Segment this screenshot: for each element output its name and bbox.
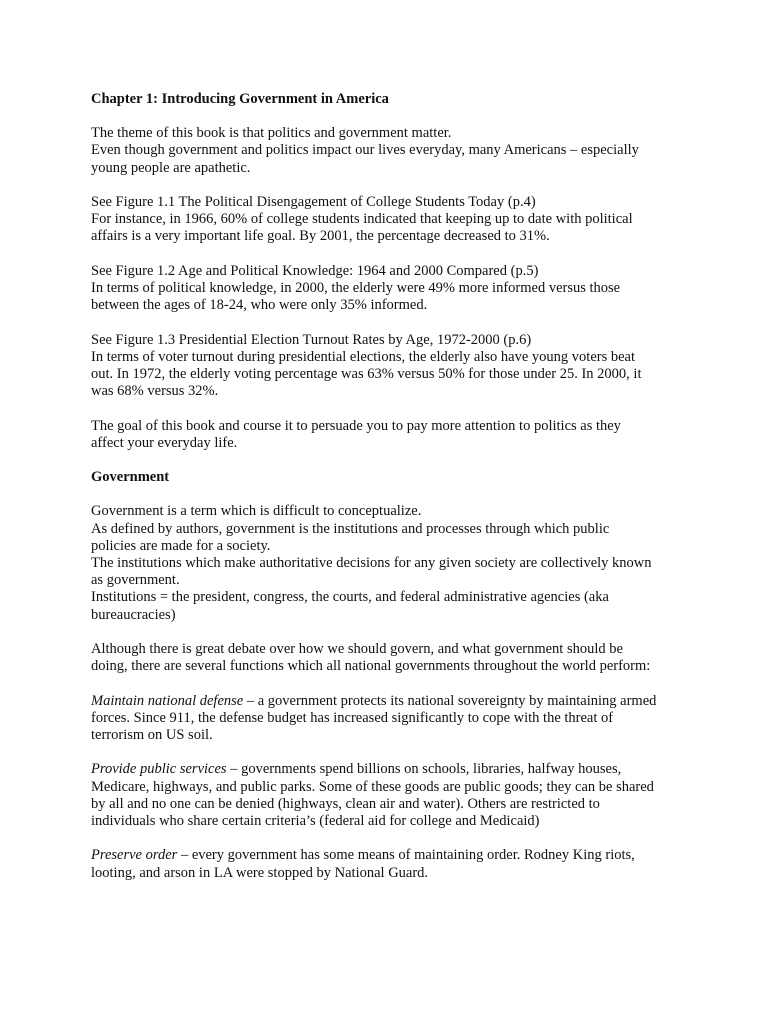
text-line: In terms of voter turnout during presidential elections, the elderly also have young voters beat: [91, 348, 635, 365]
text-fragment: – every government has some means of maintaining order. Rodney King riots,: [177, 847, 635, 864]
text-line: out. In 1972, the elderly voting percentage was 63% versus 50% for those under 25. In 2000, it: [91, 366, 642, 382]
text-line: policies are made for a society.: [91, 537, 271, 554]
text-line: forces. Since 911, the defense budget has increased significantly to cope with the threat of: [91, 709, 614, 726]
chapter-title: Chapter 1: Introducing Government in America: [91, 91, 389, 107]
public-services-paragraph: [91, 761, 671, 830]
text-line: For instance, in 1966, 60% of college students indicated that keeping up to date with political: [91, 211, 633, 228]
figure-reference: See Figure 1.1 The Political Disengagement of College Students Today (p.4): [91, 194, 536, 210]
text-line: by all and no one can be denied (highways, clean air and water). Others are restricted to: [91, 795, 600, 812]
text-line: Institutions = the president, congress, the courts, and federal administrative agencies (aka: [91, 589, 609, 606]
text-fragment: – governments spend billions on schools, libraries, halfway houses,: [226, 761, 622, 778]
figure-1-2-paragraph: [91, 263, 671, 315]
text-line: The institutions which make authoritative decisions for any given society are collectively known: [91, 555, 652, 571]
text-line: The goal of this book and course it to persuade you to pay more attention to politics as they: [91, 417, 621, 434]
text-fragment: – a government protects its national sovereignty by maintaining armed: [243, 692, 657, 709]
order-paragraph: [91, 847, 671, 881]
text-line: Medicare, highways, and public parks. Some of these goods are public goods; they can be shared: [91, 778, 654, 795]
figure-reference: See Figure 1.2 Age and Political Knowledge: 1964 and 2000 Compared (p.5): [91, 262, 539, 279]
government-definition-paragraph: [91, 503, 671, 623]
text-line: [91, 761, 671, 778]
text-line: affairs is a very important life goal. By 2001, the percentage decreased to 31%.: [91, 228, 550, 245]
text-line: between the ages of 18-24, who were only 35% informed.: [91, 297, 428, 314]
text-line: The theme of this book is that politics and government matter.: [91, 125, 452, 142]
text-line: doing, there are several functions which all national governments throughout the world perform:: [91, 658, 651, 675]
defense-paragraph: [91, 693, 671, 745]
text-line: terrorism on US soil.: [91, 727, 213, 743]
text-line: affect your everyday life.: [91, 434, 238, 451]
function-term: Provide public services: [91, 761, 227, 778]
text-line: Government is a term which is difficult to conceptualize.: [91, 503, 422, 520]
text-line: young people are apathetic.: [91, 159, 251, 176]
text-line: was 68% versus 32%.: [91, 383, 219, 400]
figure-1-1-paragraph: [91, 194, 671, 246]
text-line: Even though government and politics impact our lives everyday, many Americans – especially: [91, 142, 639, 159]
intro-paragraph: [91, 125, 671, 177]
text-line: as government.: [91, 572, 180, 589]
figure-1-3-paragraph: [91, 332, 671, 401]
text-line: looting, and arson in LA were stopped by National Guard.: [91, 864, 429, 881]
text-line: [91, 693, 671, 710]
goal-paragraph: [91, 418, 671, 452]
function-term: Preserve order: [91, 847, 178, 864]
text-line: Although there is great debate over how we should govern, and what government should be: [91, 641, 623, 657]
document-page: [91, 91, 671, 899]
text-line: bureaucracies): [91, 606, 176, 623]
text-line: As defined by authors, government is the institutions and processes through which public: [91, 520, 610, 537]
government-heading: Government: [91, 469, 170, 486]
function-term: Maintain national defense: [91, 692, 244, 709]
text-line: individuals who share certain criteria’s (federal aid for college and Medicaid): [91, 813, 540, 829]
text-line: In terms of political knowledge, in 2000, the elderly were 49% more informed versus those: [91, 280, 621, 296]
text-line: [91, 847, 671, 864]
functions-intro-paragraph: [91, 641, 671, 675]
figure-reference: See Figure 1.3 Presidential Election Turnout Rates by Age, 1972-2000 (p.6): [91, 331, 532, 348]
